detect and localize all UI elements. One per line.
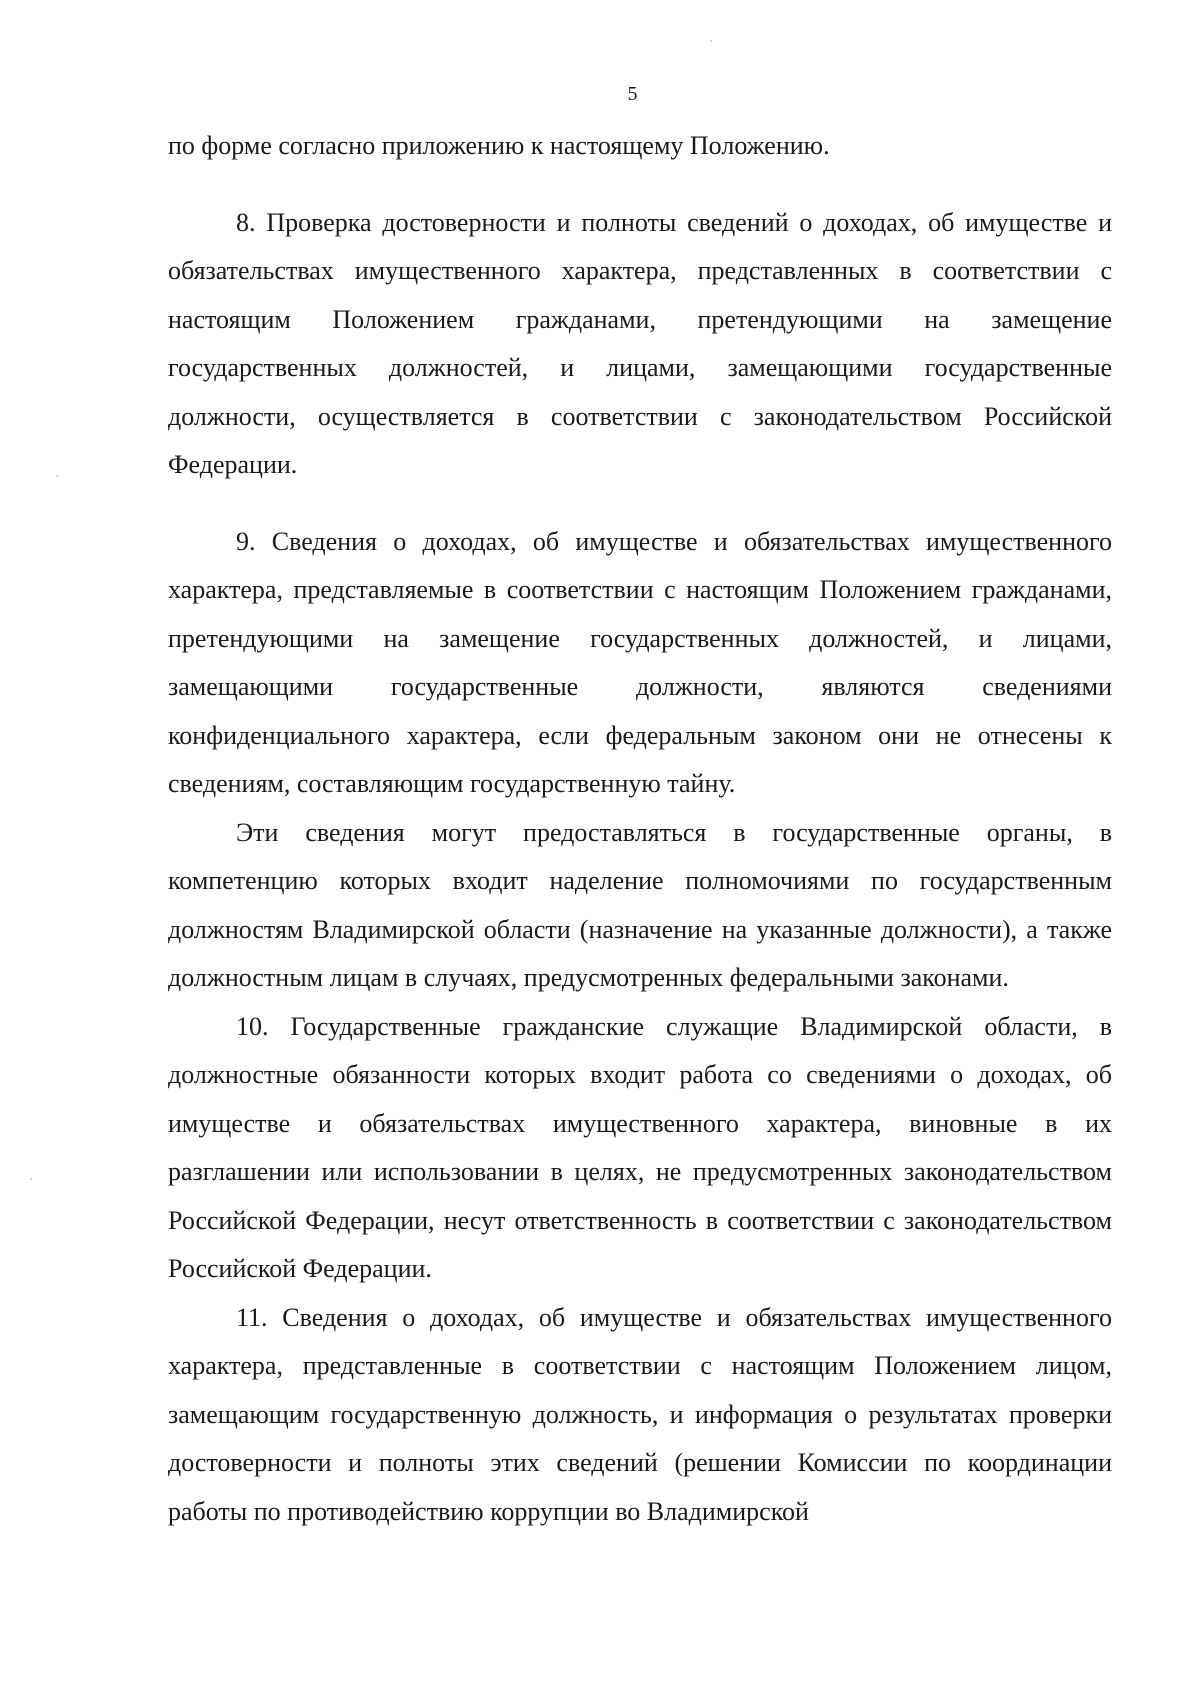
paragraph-continuation: по форме согласно приложению к настоящему Положению. (168, 131, 830, 160)
page-number: 5 (627, 83, 638, 105)
paragraph-8: 8. Проверка достоверности и полноты сведений о доходах, об имуществе и обязательствах имущественного характера, представленных в соответствии с настоящим Положением гражданами, претендующими на замещение государственных должностей, и лицами, замещающими государственные должности, осуществляется в соответствии с законодательством Российской Федерации. (168, 207, 1112, 479)
scan-speck (30, 1178, 32, 1180)
scan-speck (56, 475, 58, 477)
paragraph-10: 10. Государственные гражданские служащие Владимирской области, в должностные обязанности которых входит работа со сведениями о доходах, об имуществе и обязательствах имущественного характера, виновные в их разглашении или использовании в целях, не предусмотренных законодательством Российской Федерации, несут ответственность в соответствии с законодательством Российской Федерации. (168, 1011, 1112, 1283)
paragraph-9: 9. Сведения о доходах, об имуществе и обязательствах имущественного характера, представляемые в соответствии с настоящим Положением гражданами, претендующими на замещение государственных должностей, и лицами, замещающими государственные должности, являются сведениями конфиденциального характера, если федеральным законом они не отнесены к сведениям, составляющим государственную тайну. (168, 526, 1112, 798)
paragraph-9-continued: Эти сведения могут предоставляться в государственные органы, в компетенцию которых входит наделение полномочиями по государственным должностям Владимирской области (назначение на указанные должности), а также должностным лицам в случаях, предусмотренных федеральными законами. (168, 817, 1112, 992)
scan-speck (710, 40, 712, 42)
document-body (168, 122, 1112, 1536)
paragraph-11: 11. Сведения о доходах, об имуществе и обязательствах имущественного характера, представленные в соответствии с настоящим Положением лицом, замещающим государственную должность, и информация о результатах проверки достоверности и полноты этих сведений (решении Комиссии по координации работы по противодействию коррупции во Владимирской (168, 1302, 1112, 1526)
